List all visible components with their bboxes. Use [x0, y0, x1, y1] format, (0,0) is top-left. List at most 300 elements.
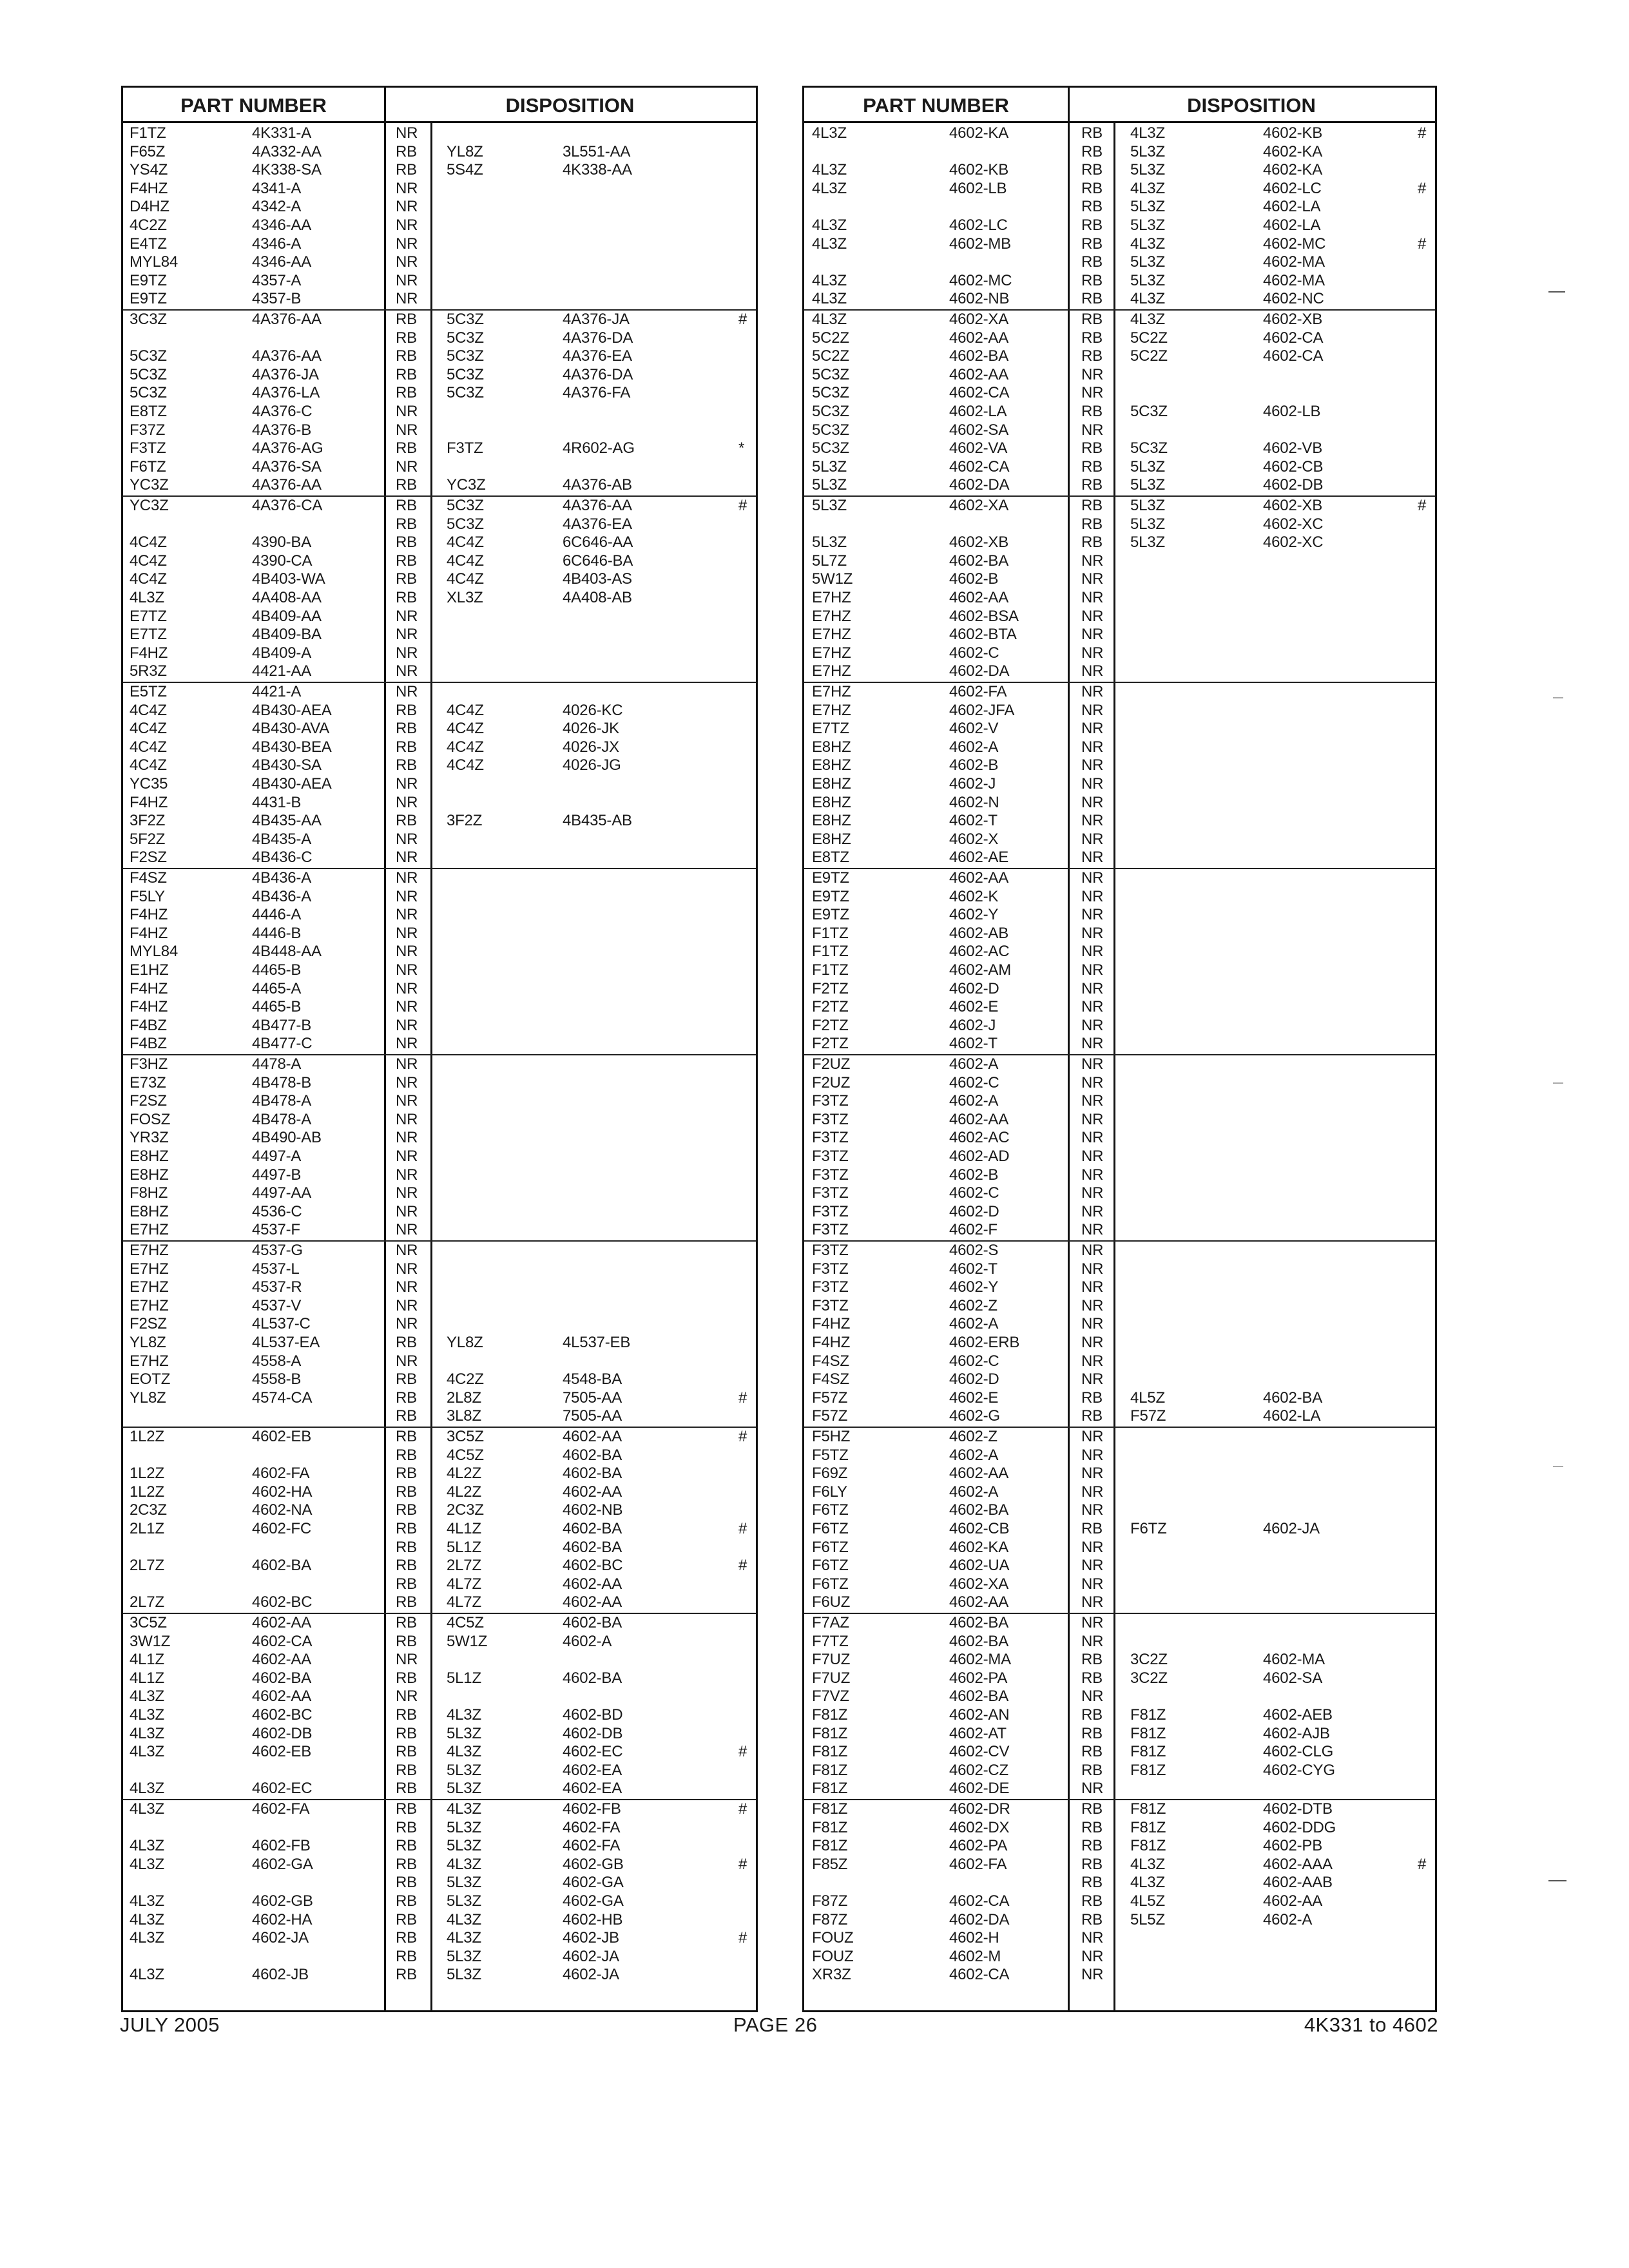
table-row	[804, 812, 1435, 831]
replacement-number: 3L551-AA	[563, 142, 631, 160]
part-group	[804, 682, 1435, 868]
part-number: 4602-J	[949, 1016, 996, 1034]
replacement-prefix: 5L3Z	[1130, 497, 1165, 514]
table-row	[804, 1315, 1435, 1334]
table-row	[123, 458, 756, 477]
disposition-code: RB	[396, 1706, 417, 1724]
part-prefix: FOUZ	[812, 1947, 854, 1965]
table-row	[804, 702, 1435, 720]
part-number: 4602-XA	[949, 311, 1008, 328]
replacement-number: 4602-XB	[1263, 311, 1322, 328]
table-row	[804, 1035, 1435, 1053]
table-row	[804, 1743, 1435, 1762]
table-row	[123, 683, 756, 702]
part-number: 4602-A	[949, 738, 999, 756]
part-number: 4A376-SA	[252, 457, 322, 476]
part-prefix: E7TZ	[130, 607, 167, 625]
table-row	[123, 626, 756, 644]
part-group	[804, 1613, 1435, 1799]
replacement-number: 4602-JA	[1263, 1520, 1320, 1537]
table-row	[123, 1780, 756, 1798]
table-row	[804, 1651, 1435, 1669]
table-row	[123, 347, 756, 366]
table-row	[123, 1074, 756, 1093]
part-number: 4602-LA	[949, 403, 1007, 420]
disposition-code: NR	[396, 235, 418, 253]
table-row	[804, 1669, 1435, 1688]
part-prefix: FOSZ	[130, 1110, 171, 1128]
part-number: 4602-AA	[949, 365, 1008, 383]
part-prefix: 4L3Z	[812, 216, 847, 234]
table-row	[804, 1092, 1435, 1111]
part-number: 4602-GB	[252, 1892, 313, 1910]
disposition-code: RB	[1081, 216, 1103, 234]
disposition-code: NR	[396, 1221, 418, 1239]
part-number: 4602-CA	[949, 457, 1010, 476]
disposition-code: RB	[1081, 1706, 1103, 1724]
part-number: 4602-H	[949, 1929, 999, 1947]
replacement-prefix: 5C3Z	[1130, 439, 1168, 457]
disposition-code: RB	[396, 812, 417, 830]
disposition-code: NR	[1081, 1575, 1104, 1593]
note-mark: #	[738, 1557, 747, 1575]
table-row	[123, 1743, 756, 1762]
margin-mark	[1553, 697, 1563, 698]
part-prefix: F3TZ	[130, 439, 166, 457]
part-prefix: F6TZ	[812, 1575, 849, 1593]
replacement-prefix: 5L3Z	[447, 1892, 481, 1910]
part-prefix: 5C3Z	[812, 421, 849, 439]
table-row	[804, 998, 1435, 1017]
replacement-number: 4602-BD	[563, 1706, 623, 1724]
part-number: 4602-BA	[252, 1557, 311, 1575]
part-number: 4602-B	[949, 756, 999, 774]
disposition-code: RB	[1081, 235, 1103, 253]
replacement-prefix: 3L8Z	[447, 1407, 481, 1425]
replacement-number: 4602-BA	[563, 1669, 622, 1687]
part-number: 4421-A	[252, 683, 302, 700]
part-prefix: E7HZ	[812, 662, 851, 680]
table-row	[123, 1407, 756, 1426]
table-row	[123, 1800, 756, 1819]
replacement-number: 4602-AAA	[1263, 1855, 1333, 1873]
replacement-number: 4A376-EA	[563, 515, 632, 533]
disposition-code: NR	[1081, 1929, 1104, 1947]
replacement-prefix: 4L3Z	[1130, 1874, 1165, 1892]
part-number: 4602-BA	[949, 1632, 1008, 1650]
disposition-code: RB	[396, 720, 417, 738]
part-prefix: 5C2Z	[812, 329, 849, 347]
disposition-code: NR	[1081, 1035, 1104, 1053]
part-prefix: F3TZ	[812, 1296, 849, 1314]
disposition-code: RB	[1081, 1407, 1103, 1425]
table-row	[804, 1948, 1435, 1966]
replacement-number: 4602-XC	[1263, 515, 1324, 533]
replacement-prefix: 5S4Z	[447, 161, 483, 179]
disposition-code: NR	[1081, 738, 1104, 756]
disposition-code: NR	[1081, 662, 1104, 680]
part-group	[804, 123, 1435, 309]
part-prefix: F3TZ	[812, 1184, 849, 1202]
part-prefix: E7HZ	[812, 683, 851, 700]
replacement-prefix: F81Z	[1130, 1724, 1166, 1742]
table-row	[804, 1148, 1435, 1166]
part-group	[123, 1427, 756, 1613]
replacement-number: 4602-KB	[1263, 124, 1322, 142]
replacement-prefix: F3TZ	[447, 439, 483, 457]
disposition-code: RB	[396, 384, 417, 402]
part-number: 4537-F	[252, 1221, 300, 1239]
replacement-number: 7505-AA	[563, 1407, 622, 1425]
replacement-number: 4A376-EA	[563, 347, 632, 365]
part-prefix: 3C3Z	[130, 311, 167, 328]
part-number: 4537-G	[252, 1242, 303, 1259]
table-row	[804, 1687, 1435, 1706]
table-row	[123, 1260, 756, 1279]
replacement-number: 4602-MA	[1263, 1651, 1325, 1669]
disposition-code: RB	[1081, 403, 1103, 420]
part-prefix: 4C4Z	[130, 533, 167, 552]
part-number: 4A376-LA	[252, 384, 320, 402]
disposition-code: RB	[396, 1966, 417, 1984]
table-row	[804, 1483, 1435, 1502]
disposition-code: NR	[396, 1242, 418, 1259]
part-prefix: F4SZ	[812, 1370, 849, 1389]
disposition-code: RB	[396, 1855, 417, 1873]
replacement-prefix: 4C4Z	[447, 552, 484, 570]
table-row	[804, 384, 1435, 403]
disposition-code: NR	[396, 869, 418, 887]
table-row	[804, 720, 1435, 738]
disposition-code: NR	[396, 961, 418, 979]
replacement-number: 4602-DB	[1263, 476, 1324, 494]
table-row	[804, 1221, 1435, 1240]
disposition-code: NR	[396, 626, 418, 644]
part-number: 4465-B	[252, 998, 302, 1016]
disposition-code: NR	[396, 644, 418, 662]
part-prefix: E7HZ	[812, 607, 851, 625]
replacement-prefix: YC3Z	[447, 476, 486, 494]
replacement-number: 4602-JA	[563, 1966, 619, 1984]
disposition-code: RB	[1081, 161, 1103, 179]
part-prefix: E7HZ	[130, 1221, 169, 1239]
disposition-code: NR	[1081, 1334, 1104, 1351]
disposition-code: NR	[396, 1073, 418, 1091]
part-number: 4357-A	[252, 271, 302, 289]
table-row	[123, 1370, 756, 1389]
disposition-code: RB	[396, 1483, 417, 1501]
part-prefix: F2SZ	[130, 1092, 167, 1110]
replacement-prefix: 4C2Z	[447, 1370, 484, 1389]
part-prefix: E8HZ	[812, 812, 851, 830]
disposition-code: RB	[396, 1334, 417, 1351]
table-row	[804, 756, 1435, 775]
part-prefix: F3TZ	[812, 1221, 849, 1239]
disposition-code: RB	[396, 439, 417, 457]
table-row	[123, 329, 756, 348]
table-row	[123, 1725, 756, 1744]
table-row	[123, 1539, 756, 1557]
table-row	[123, 925, 756, 943]
disposition-code: RB	[1081, 271, 1103, 289]
disposition-code: RB	[396, 570, 417, 588]
part-prefix: 5C3Z	[130, 384, 167, 402]
table-row	[804, 1465, 1435, 1483]
table-row	[804, 1614, 1435, 1633]
part-prefix: 4L1Z	[130, 1669, 164, 1687]
part-prefix: F81Z	[812, 1780, 848, 1798]
part-number: 4602-JA	[252, 1929, 309, 1947]
part-number: 4602-AA	[252, 1687, 311, 1706]
disposition-code: NR	[1081, 1221, 1104, 1239]
table-row	[123, 1687, 756, 1706]
part-number: 4A332-AA	[252, 142, 322, 160]
part-number: 4602-ERB	[949, 1334, 1020, 1351]
part-prefix: E9TZ	[812, 906, 849, 924]
replacement-prefix: 5C3Z	[447, 384, 484, 402]
disposition-code: NR	[396, 1260, 418, 1278]
table-row	[123, 143, 756, 162]
table-row	[804, 1520, 1435, 1539]
disposition-code: RB	[396, 142, 417, 160]
part-prefix: 5C3Z	[812, 403, 849, 420]
disposition-code: RB	[396, 329, 417, 347]
part-number: 4602-C	[949, 644, 999, 662]
replacement-prefix: 5L3Z	[1130, 142, 1165, 160]
table-row	[804, 738, 1435, 757]
note-mark: #	[738, 1389, 747, 1407]
table-row	[804, 662, 1435, 681]
disposition-code: NR	[396, 775, 418, 793]
part-number: 4B409-A	[252, 644, 311, 662]
part-number: 4602-VA	[949, 439, 1008, 457]
part-prefix: EOTZ	[130, 1370, 171, 1389]
part-number: 4602-KB	[949, 161, 1008, 179]
table-row	[123, 198, 756, 216]
part-group	[804, 309, 1435, 495]
replacement-number: 4602-BA	[563, 1446, 622, 1464]
part-number: 4602-S	[949, 1242, 999, 1259]
replacement-prefix: 4L3Z	[447, 1910, 481, 1928]
part-number: 4602-M	[949, 1947, 1001, 1965]
part-prefix: F4BZ	[130, 1035, 167, 1053]
part-number: 4602-EB	[252, 1428, 311, 1445]
part-number-header: PART NUMBER	[863, 94, 1009, 117]
disposition-code: NR	[1081, 384, 1104, 402]
table-row	[123, 253, 756, 272]
part-prefix: F1TZ	[812, 961, 849, 979]
table-row	[123, 476, 756, 495]
part-prefix: E4TZ	[130, 235, 167, 253]
part-number: 4602-Y	[949, 906, 999, 924]
table-row	[804, 1184, 1435, 1203]
part-number: 4B477-B	[252, 1016, 311, 1034]
replacement-prefix: 5C3Z	[447, 515, 484, 533]
part-number: 4465-A	[252, 979, 302, 997]
replacement-number: 4026-KC	[563, 701, 623, 719]
part-number: 4602-AC	[949, 943, 1010, 961]
disposition-code: NR	[396, 683, 418, 700]
table-row	[123, 998, 756, 1017]
part-prefix: 5L3Z	[812, 457, 847, 476]
part-group	[123, 868, 756, 1054]
replacement-prefix: F81Z	[1130, 1800, 1166, 1818]
part-prefix: F2TZ	[812, 998, 849, 1016]
disposition-code: RB	[1081, 1874, 1103, 1892]
replacement-number: 4602-CB	[1263, 457, 1324, 476]
replacement-prefix: 5L3Z	[447, 1761, 481, 1779]
part-prefix: F1TZ	[812, 943, 849, 961]
disposition-code: RB	[1081, 198, 1103, 216]
part-number: 4602-X	[949, 830, 999, 848]
disposition-code: RB	[396, 701, 417, 719]
part-prefix: 4L3Z	[812, 271, 847, 289]
disposition-code: RB	[1081, 439, 1103, 457]
part-prefix: F2TZ	[812, 979, 849, 997]
table-row	[804, 161, 1435, 180]
part-number: 4602-T	[949, 812, 998, 830]
disposition-code: NR	[396, 1110, 418, 1128]
part-prefix: F3HZ	[130, 1055, 168, 1073]
disposition-code: RB	[1081, 1389, 1103, 1407]
table-row	[804, 589, 1435, 608]
table-row	[804, 290, 1435, 309]
replacement-prefix: 5L3Z	[1130, 457, 1165, 476]
disposition-code: NR	[1081, 1315, 1104, 1333]
margin-mark	[1553, 1466, 1563, 1467]
part-prefix: E8HZ	[812, 738, 851, 756]
disposition-code: NR	[1081, 1129, 1104, 1147]
replacement-number: 4602-FB	[563, 1800, 621, 1818]
table-row	[804, 1539, 1435, 1557]
part-group	[123, 495, 756, 682]
table-row	[123, 1017, 756, 1035]
part-prefix: 4L3Z	[812, 179, 847, 197]
part-number: 4B490-AB	[252, 1129, 322, 1147]
replacement-number: 4026-JX	[563, 738, 619, 756]
part-prefix: E8HZ	[812, 793, 851, 811]
replacement-number: 4602-KA	[1263, 142, 1322, 160]
part-number: 4431-B	[252, 793, 302, 811]
table-row	[123, 1055, 756, 1074]
part-prefix: F4HZ	[130, 644, 168, 662]
part-prefix: 5L3Z	[812, 497, 847, 514]
disposition-code: NR	[396, 179, 418, 197]
disposition-code: NR	[1081, 1557, 1104, 1575]
replacement-number: 4602-NC	[1263, 290, 1324, 308]
table-row	[123, 1874, 756, 1892]
part-number: 4602-CZ	[949, 1761, 1008, 1779]
part-number: 4602-K	[949, 887, 999, 905]
disposition-code: NR	[1081, 1110, 1104, 1128]
table-row	[804, 1800, 1435, 1819]
part-prefix: 3W1Z	[130, 1632, 171, 1650]
part-number: 4602-T	[949, 1035, 998, 1053]
replacement-prefix: 5L3Z	[1130, 253, 1165, 271]
part-number: 4346-A	[252, 235, 302, 253]
part-prefix: F3TZ	[812, 1129, 849, 1147]
part-number: 4346-AA	[252, 253, 311, 271]
part-number: 4602-NA	[252, 1501, 313, 1519]
replacement-number: 4L537-EB	[563, 1334, 631, 1351]
disposition-code: NR	[396, 457, 418, 476]
replacement-prefix: 3C5Z	[447, 1428, 484, 1445]
disposition-code: RB	[1081, 142, 1103, 160]
part-number: 4446-B	[252, 924, 302, 942]
disposition-code: RB	[396, 1929, 417, 1947]
table-row	[804, 1706, 1435, 1725]
part-group	[804, 1054, 1435, 1240]
table-row	[123, 1334, 756, 1352]
disposition-code: NR	[1081, 1501, 1104, 1519]
disposition-code: NR	[396, 216, 418, 234]
table-row	[123, 980, 756, 999]
table-row	[123, 403, 756, 421]
part-number: 4602-AA	[949, 869, 1008, 887]
part-prefix: E7HZ	[130, 1278, 169, 1296]
table-row	[123, 906, 756, 925]
part-prefix: 1L2Z	[130, 1428, 164, 1445]
part-number: 4602-T	[949, 1260, 998, 1278]
part-number: 4602-MA	[949, 1651, 1011, 1669]
replacement-prefix: 5L3Z	[447, 1724, 481, 1742]
part-prefix: E8TZ	[130, 403, 167, 420]
part-group	[123, 1240, 756, 1427]
disposition-header: DISPOSITION	[505, 94, 635, 117]
part-number: 4602-A	[949, 1055, 999, 1073]
replacement-prefix: YL8Z	[447, 1334, 483, 1351]
part-number: 4602-D	[949, 1202, 999, 1220]
part-prefix: E9TZ	[130, 271, 167, 289]
part-number: 4602-SA	[949, 421, 1008, 439]
part-group	[123, 309, 756, 495]
disposition-code: NR	[396, 1166, 418, 1184]
disposition-code: RB	[1081, 476, 1103, 494]
table-row	[804, 1892, 1435, 1911]
part-number: 4L537-C	[252, 1315, 311, 1333]
part-group	[123, 682, 756, 868]
part-number: 4K331-A	[252, 124, 311, 142]
table-row	[123, 570, 756, 589]
table-row	[123, 1483, 756, 1502]
disposition-code: RB	[396, 365, 417, 383]
replacement-prefix: 5L3Z	[447, 1966, 481, 1984]
part-prefix: F4HZ	[812, 1334, 851, 1351]
table-row	[804, 1725, 1435, 1744]
replacement-prefix: 4L3Z	[447, 1706, 481, 1724]
disposition-code: NR	[1081, 906, 1104, 924]
disposition-code: RB	[396, 1761, 417, 1779]
part-number: 4602-DA	[949, 476, 1010, 494]
table-row	[804, 1352, 1435, 1371]
replacement-prefix: XL3Z	[447, 589, 483, 606]
table-row	[123, 272, 756, 291]
replacement-number: 6C646-BA	[563, 552, 633, 570]
replacement-number: 4602-BA	[563, 1465, 622, 1483]
part-number: 4602-AA	[949, 1110, 1008, 1128]
table-row	[804, 1557, 1435, 1575]
part-prefix: MYL84	[130, 943, 178, 961]
disposition-code: NR	[1081, 1687, 1104, 1706]
table-row	[804, 143, 1435, 162]
table-row	[804, 1074, 1435, 1093]
table-row	[123, 662, 756, 681]
replacement-number: 4K338-AA	[563, 161, 632, 179]
table-row	[804, 831, 1435, 849]
table-row	[123, 608, 756, 626]
part-number: 4602-EC	[252, 1780, 313, 1798]
disposition-code: NR	[396, 924, 418, 942]
